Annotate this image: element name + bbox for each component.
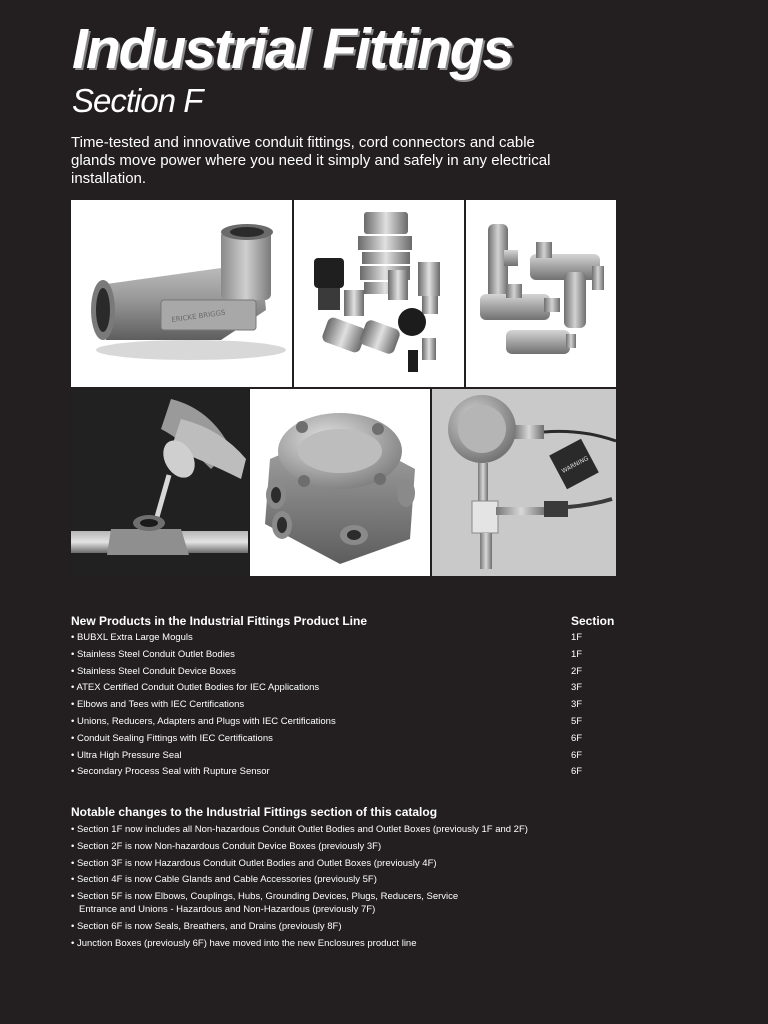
- product-section: 3F: [571, 699, 583, 711]
- change-item: [71, 855, 631, 872]
- photo-sealing-compound-pour: [71, 389, 248, 576]
- product-section: 1F: [571, 632, 583, 643]
- product-section: 1F: [571, 648, 583, 660]
- change-item: [71, 918, 631, 935]
- new-products-header: [71, 612, 631, 630]
- product-row: [71, 697, 631, 714]
- product-label: • Elbows and Tees with IEC Certifications: [71, 699, 245, 711]
- product-section: 6F: [571, 749, 583, 761]
- product-row: [71, 731, 631, 748]
- change-text: • Section 4F is now Cable Glands and Cable Accessories (previously 5F): [71, 874, 377, 886]
- product-row: [71, 680, 631, 697]
- product-section: 3F: [571, 682, 583, 694]
- notable-changes-heading: Notable changes to the Industrial Fittings section of this catalog: [71, 805, 438, 819]
- product-label: • Secondary Process Seal with Rupture Sensor: [71, 766, 270, 778]
- new-products-heading: New Products in the Industrial Fittings Product Line: [71, 614, 368, 628]
- product-row: [71, 748, 631, 765]
- product-label: • Unions, Reducers, Adapters and Plugs with IEC Certifications: [71, 715, 336, 727]
- change-text: • Section 1F now includes all Non-hazardous Conduit Outlet Bodies and Outlet Boxes (previously 1F and 2F): [71, 824, 528, 835]
- page-title: Industrial Fittings: [72, 17, 513, 81]
- change-item: [71, 935, 631, 952]
- product-row: [71, 714, 631, 731]
- intro-paragraph: Time-tested and innovative conduit fittings, cord connectors and cable glands move power where you need it simply and safely in any electrical installation.: [71, 134, 551, 187]
- product-row: [71, 664, 631, 681]
- change-text: • Section 2F is now Non-hazardous Conduit Device Boxes (previously 3F): [71, 840, 382, 852]
- product-label: • Stainless Steel Conduit Outlet Bodies: [71, 648, 235, 660]
- product-section: 5F: [571, 715, 583, 727]
- notable-changes-list: [71, 821, 631, 952]
- product-section: 2F: [571, 665, 583, 677]
- photo-junction-box: [250, 389, 430, 576]
- warning-tag-text: WARNING: [560, 455, 590, 475]
- product-section: 6F: [571, 766, 583, 778]
- change-item: [71, 838, 631, 855]
- section-subtitle: Section F: [72, 82, 203, 119]
- product-row: [71, 647, 631, 664]
- notable-changes: [71, 803, 631, 952]
- change-text: • Junction Boxes (previously 6F) have moved into the new Enclosures product line: [71, 937, 417, 949]
- photo-conduit-bodies-group: [466, 200, 616, 387]
- product-label: • Stainless Steel Conduit Device Boxes: [71, 665, 236, 677]
- change-item: [71, 888, 631, 918]
- change-text: • Section 6F is now Seals, Breathers, and Drains (previously 8F): [71, 920, 342, 932]
- change-text: • Section 3F is now Hazardous Conduit Outlet Bodies and Outlet Boxes (previously 4F): [71, 857, 437, 869]
- new-products-rows: [71, 630, 631, 781]
- change-item: [71, 821, 631, 838]
- photo-cord-connectors: [294, 200, 464, 387]
- product-label: • BUBXL Extra Large Moguls: [71, 632, 193, 643]
- new-products-table: [71, 612, 631, 781]
- section-column-heading: Section: [571, 614, 615, 628]
- product-row: [71, 630, 631, 647]
- change-text: • Section 5F is now Elbows, Couplings, Hubs, Grounding Devices, Plugs, Reducers, Service: [71, 891, 459, 903]
- product-label: • Ultra High Pressure Seal: [71, 749, 182, 761]
- product-row: [71, 764, 631, 781]
- photo-conduit-outlet-body: [71, 200, 292, 387]
- change-text-continued: Entrance and Unions - Hazardous and Non-Hazardous (previously 7F): [79, 904, 376, 916]
- photo-process-seal-sensor: [432, 389, 616, 576]
- product-section: 6F: [571, 732, 583, 744]
- change-item: [71, 871, 631, 888]
- stamp-text: ERICKE BRIGGS: [170, 308, 226, 325]
- product-label: • Conduit Sealing Fittings with IEC Certifications: [71, 732, 273, 744]
- product-label: • ATEX Certified Conduit Outlet Bodies for IEC Applications: [71, 682, 320, 694]
